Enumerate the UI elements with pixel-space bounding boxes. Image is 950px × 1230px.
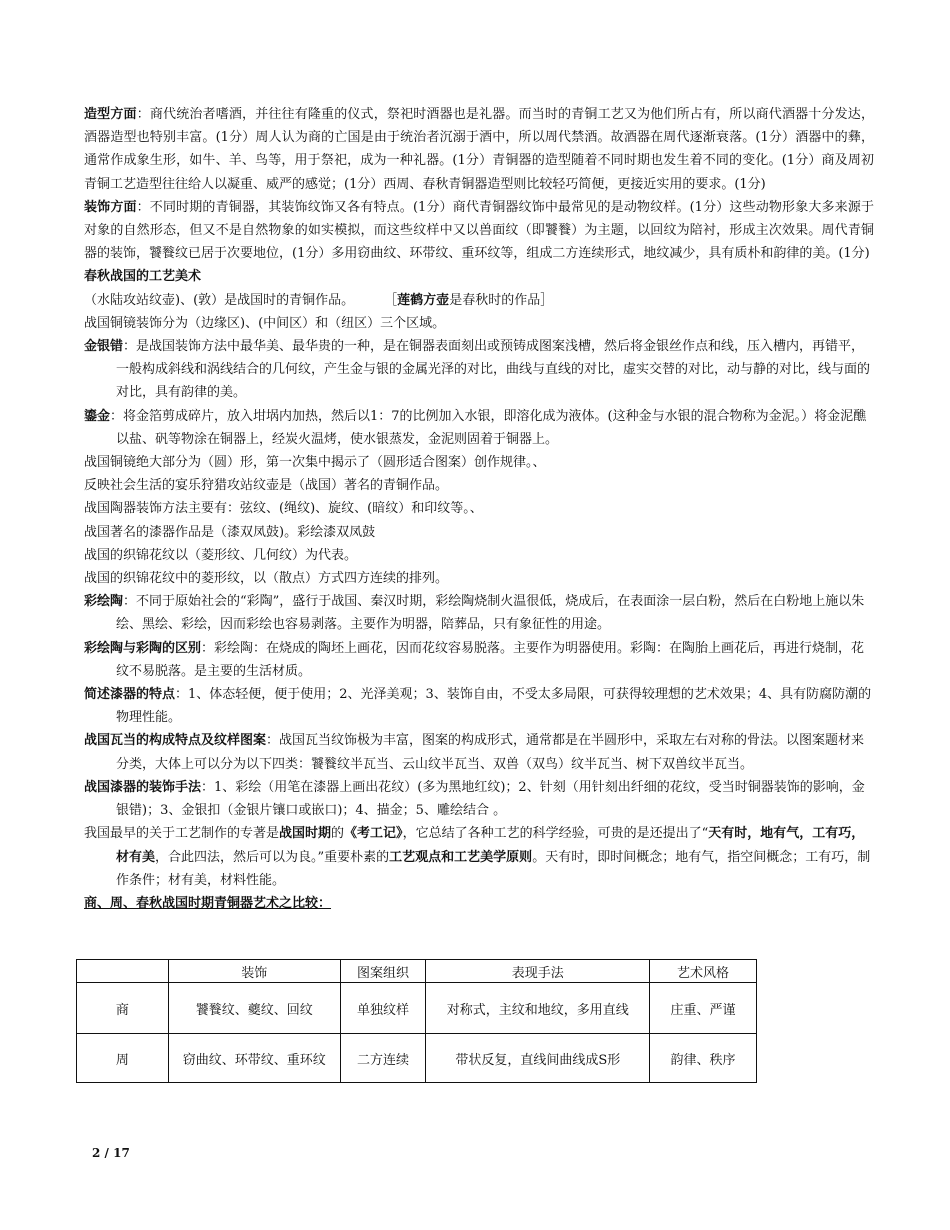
document-body [84,103,874,915]
text-kaogongji-1: 我国最早的关于工艺制作的专著是 [84,826,280,842]
term-yuanze: 工艺观点和工艺美学原则 [389,849,533,865]
text-qubie: ：彩绘陶：在烧成的陶坯上画花，因而花纹容易脱落。主要作为明器使用。彩陶：在陶胎上画花后，再进行烧制，花纹不易脱落。是主要的生活材质。 [116,640,865,679]
term-qiqi-shoufa: 战国漆器的装饰手法 [84,779,202,795]
line-taoqi: 战国陶器装饰方法主要有：弦纹、(绳纹)、旋纹、(暗纹）和印纹等。、 [84,501,483,517]
text-kaogongji-5: 。天有时，即时间概念；地有气，指空间概念；工有巧，制作条件；材有美，材料性能。 [116,849,871,888]
term-caihuitao: 彩绘陶 [84,594,124,610]
line-yanle: 反映社会生活的宴乐狩猎攻站纹壶是（战国）著名的青铜作品。 [84,478,449,494]
paragraph-qiqi-shoufa [84,776,874,822]
table-header-row [77,960,757,983]
text-lianhe: 是春秋时的作品］ [449,292,554,308]
table-cell: 窃曲纹、环带纹、重环纹 [168,1034,340,1083]
paragraph-wadang [84,729,874,775]
line-lingxing: 战国的织锦花纹中的菱形纹，以（散点）方式四方连续的排列。 [84,571,449,587]
term-qiqi-tedian: 简述漆器的特点 [84,687,176,703]
term-kaogongji: 《考工记》 [344,826,403,842]
table-cell: 韵律、秩序 [650,1034,757,1083]
term-wadang: 战国瓦当的构成特点及纹样图案 [84,733,267,749]
table-cell: 单独纹样 [340,983,426,1034]
text-kaogongji-4: ，合此四法，然后可以为良。”重要朴素的 [155,849,390,865]
table-header-cell: 艺术风格 [650,960,757,983]
section-heading-bijiao: 商、周、春秋战国时期青铜器艺术之比较： [84,895,332,911]
term-zhuangshi: 装饰方面 [84,199,137,215]
line-shuilu [84,289,874,312]
table-cell: 带状反复，直线间曲线成S形 [426,1034,650,1083]
paragraph-jinyincuo [84,335,874,405]
term-lianhe: 莲鹤方壶 [397,292,450,308]
term-qubie: 彩绘陶与彩陶的区别 [84,640,202,656]
table-cell: 周 [77,1034,169,1083]
text-qiqi-tedian: ：1、体态轻便，便于使用；2、光泽美观；3、装饰自由，不受太多局限，可获得较理想的艺术效果；4、具有防腐防潮的物理性能。 [116,687,872,726]
text-jinyincuo: ：是战国装饰方法中最华美、最华贵的一种，是在铜器表面刻出或预铸成图案浅槽，然后将金银丝作点和线，压入槽内，再错平，一般构成斜线和涡线结合的几何纹，产生金与银的金属光泽的对比，曲线与直线的对比，虚实交替的对比，动与静的对比，线与面的对比，具有韵律的美。 [116,339,871,401]
text-zaoxing: ：商代统治者嗜酒，并往往有隆重的仪式，祭祀时酒器也是礼器。而当时的青铜工艺又为他们所占有，所以商代酒器十分发达，酒器造型也特别丰富。(1分）周人认为商的亡国是由于统治者沉溺于酒中，所以周代禁酒。故酒器在周代逐渐衰落。(1分）酒器中的彝，通常作成象生形，如牛、羊、鸟等，用于祭祀，成为一种礼器。(1分）青铜器的造型随着不同时期也发生着不同的变化。(1分）商及周初青铜工艺造型往往给人以凝重、威严的感觉；(1分）西周、春秋青铜器造型则比较轻巧简便，更接近实用的要求。(1分) [84,107,874,192]
term-jinyincuo: 金银错 [84,339,124,355]
paragraph-qiqi-tedian [84,683,874,729]
table-header-cell: 图案组织 [340,960,426,983]
paragraph-liujin [84,405,874,451]
text-wadang: ：战国瓦当纹饰极为丰富，图案的构成形式，通常都是在半圆形中，采取左右对称的骨法。以图案题材来分类，大体上可以分为以下四类：饕餮纹半瓦当、云山纹半瓦当、双兽（双鸟）纹半瓦当、树下双兽纹半瓦当。 [116,733,865,772]
text-liujin: ：将金箔剪成碎片，放入坩埚内加热，然后以1：7的比例加入水银，即溶化成为液体。(这种金与水银的混合物称为金泥。）将金泥醮以盐、矾等物涂在铜器上，经炭火温烤，使水银蒸发，金泥则固着于铜器上。 [110,408,867,447]
bracket-open: ［ [384,292,398,308]
paragraph-zhuangshi [84,196,874,266]
comparison-table [76,959,757,1083]
text-shuilu: （水陆攻站纹壶)、(敦）是战国时的青铜作品。 [84,292,355,308]
line-tongjing: 战国铜镜装饰分为（边缘区)、(中间区）和（纽区）三个区域。 [84,315,446,331]
table-header-cell [77,960,169,983]
table-header-cell: 表现手法 [426,960,650,983]
table-row [77,1034,757,1083]
table-cell: 商 [77,983,169,1034]
line-jingxing: 战国铜镜绝大部分为（圆）形，第一次集中揭示了（圆形适合图案）创作规律。、 [84,455,546,471]
table-cell: 对称式，主纹和地纹，多用直线 [426,983,650,1034]
table-cell: 饕餮纹、夔纹、回纹 [168,983,340,1034]
term-liujin: 鎏金 [84,408,111,424]
paragraph-zaoxing [84,103,874,196]
text-caihuitao: ：不同于原始社会的“彩陶”，盛行于战国、秦汉时期，彩绘陶烧制火温很低，烧成后，在表面涂一层白粉，然后在白粉地上施以朱绘、黑绘、彩绘，因而彩绘也容易剥落。主要作为明器，陪葬品，只有象征性的用途。 [116,594,865,633]
term-sifa: 天有时，地有气，工有巧，材有美 [116,826,865,865]
term-zaoxing: 造型方面 [84,107,137,122]
line-zhijin: 战国的织锦花纹以（菱形纹、几何纹）为代表。 [84,547,358,563]
text-kaogongji-3: ，它总结了各种工艺的科学经验，可贵的是还提出了“ [402,826,709,842]
paragraph-kaogongji [84,822,874,892]
table-row [77,983,757,1034]
page-number: 2 / 17 [92,1146,130,1160]
table-cell: 二方连续 [340,1034,426,1083]
line-qiqi: 战国著名的漆器作品是（漆双凤鼓)。彩绘漆双凤鼓 [84,524,376,540]
table-header-cell: 装饰 [168,960,340,983]
text-qiqi-shoufa: ：1、彩绘（用笔在漆器上画出花纹）(多为黑地红纹)；2、针刻（用针刻出纤细的花纹，受当时铜器装饰的影响，金银错)；3、金银扣（金银片镶口或嵌口)；4、描金；5、雕绘结合 。 [116,779,865,819]
paragraph-qubie [84,637,874,683]
text-kaogongji-2: 的 [331,826,345,842]
table-cell: 庄重、严谨 [650,983,757,1034]
paragraph-caihuitao [84,590,874,636]
term-zhanguo: 战国时期 [279,826,332,842]
section-heading-chunqiu: 春秋战国的工艺美术 [84,269,202,285]
text-zhuangshi: ：不同时期的青铜器，其装饰纹饰又各有特点。(1分）商代青铜器纹饰中最常见的是动物纹样。(1分）这些动物形象大多来源于对象的自然形态，但又不是自然物象的如实模拟，而这些纹样中又以兽面纹（即饕餮）为主题，以回纹为陪衬，形成主次效果。周代青铜器的装饰，饕餮纹已居于次要地位，(1分）多用窃曲纹、环带纹、重环纹等，组成二方连续形式，地纹减少，具有质朴和韵律的美。(1分) [84,199,874,262]
